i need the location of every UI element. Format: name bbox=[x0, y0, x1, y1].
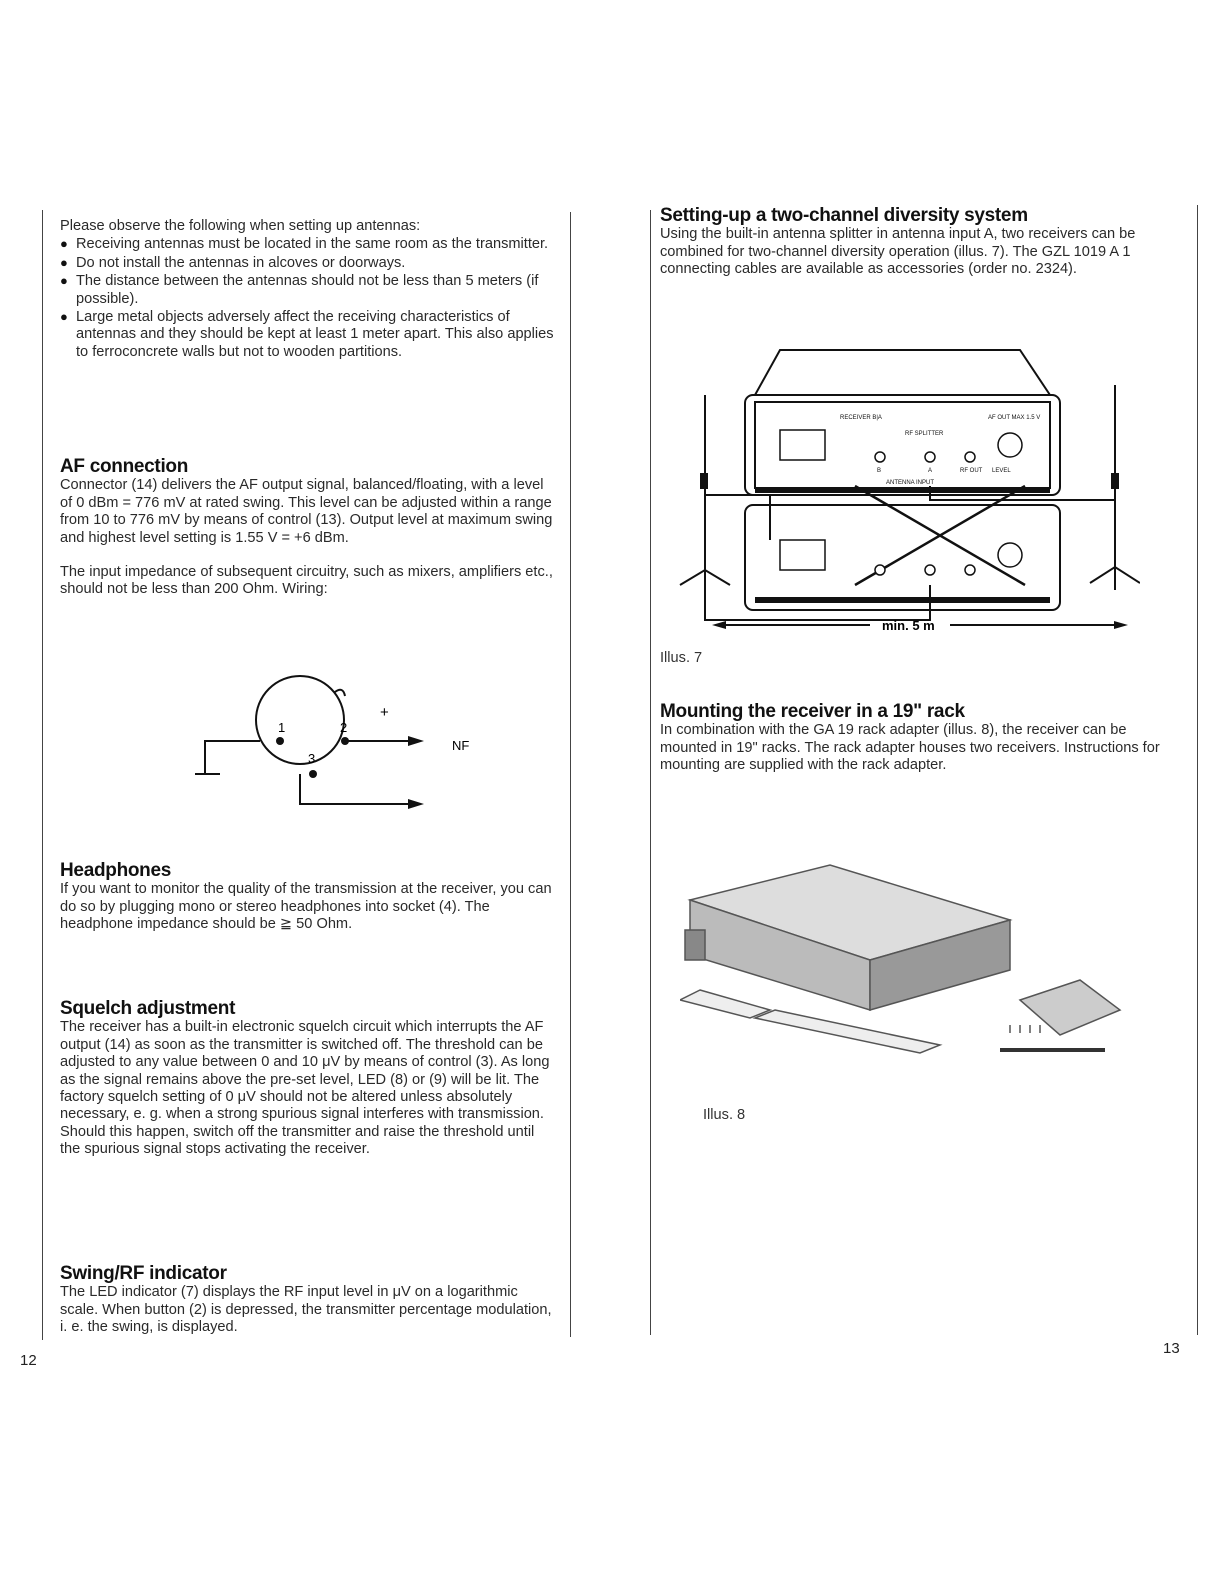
af-connection-section bbox=[60, 458, 555, 599]
bullet-item: ● Large metal objects adversely affect the receiving characteristics of antennas and they should be kept at least 1 meter apart. This also applies to ferroconcrete walls but not to wooden partitions. bbox=[60, 308, 555, 361]
input-a-label: A bbox=[928, 468, 933, 474]
section-text: The receiver has a built-in electronic squelch circuit which interrupts the AF output (14) as soon as the transmitter is switched off. The threshold can be adjusted to any value between 0 and 10 μV by means of control (3). As long as the signal remains above the pre-set level, LED (8) or (9) will be lit. The factory squelch setting of 0 μV should not be altered unless absolutely necessary, e. g. when a strong spurious signal interferes with transmission. Should this happen, switch off the transmitter and raise the threshold until the spurious signal stops activating the receiver. bbox=[60, 1019, 550, 1158]
section-heading: Mounting the receiver in a 19" rack bbox=[660, 701, 965, 722]
diversity-section bbox=[660, 207, 1175, 279]
bullet-item: ● The distance between the antennas should not be less than 5 meters (if possible). bbox=[60, 272, 555, 308]
swing-rf-section bbox=[60, 1265, 555, 1337]
page-number-right: 13 bbox=[1163, 1340, 1180, 1357]
diversity-illustration bbox=[670, 345, 1140, 635]
section-heading: Headphones bbox=[60, 860, 172, 881]
squelch-section bbox=[60, 1000, 555, 1159]
right-margin-rule bbox=[1197, 205, 1198, 1335]
xlr-wiring-diagram bbox=[190, 670, 480, 810]
antenna-input-label: ANTENNA INPUT bbox=[886, 480, 935, 486]
pin-1-label: 1 bbox=[278, 720, 286, 735]
illus-8-caption: Illus. 8 bbox=[703, 1107, 746, 1123]
section-text: The input impedance of subsequent circuitry, such as mixers, amplifiers etc., should not be less than 200 Ohm. Wiring: bbox=[60, 564, 553, 598]
input-b-label: B bbox=[877, 468, 882, 474]
rack-section bbox=[660, 703, 1175, 775]
section-text: In combination with the GA 19 rack adapter (illus. 8), the receiver can be mounted in 19" racks. The rack adapter houses two receivers. Instructions for mounting are supplied with the rack adapter. bbox=[660, 722, 1160, 774]
antenna-guidelines bbox=[60, 218, 555, 361]
section-text: The LED indicator (7) displays the RF input level in μV on a logarithmic scale. When button (2) is depressed, the transmitter percentage modulation, i. e. the swing, is displayed. bbox=[60, 1284, 552, 1336]
nf-label: NF bbox=[452, 738, 470, 753]
right-page-left-rule bbox=[650, 210, 651, 1335]
section-text: Connector (14) delivers the AF output signal, balanced/floating, with a level of 0 dBm = 776 mV at rated swing. This level can be adjusted within a range from 10 to 776 mV by means of control (13). Output level at maximum swing and highest level setting is 1.55 V = +6 dBm. bbox=[60, 477, 553, 546]
left-margin-rule bbox=[42, 210, 43, 1340]
illus-7-caption: Illus. 7 bbox=[660, 650, 703, 666]
section-text: If you want to monitor the quality of the transmission at the receiver, you can do so by plugging mono or stereo headphones into socket (4). The headphone impedance should be ≧ 50 Ohm. bbox=[60, 881, 552, 933]
receiver-label: RECEIVER B|A bbox=[840, 415, 882, 421]
bullet-item: ● Receiving antennas must be located in the same room as the transmitter. bbox=[60, 235, 555, 253]
left-page-right-rule bbox=[570, 212, 571, 1337]
distance-label: min. 5 m bbox=[882, 618, 935, 633]
splitter-label: RF SPLITTER bbox=[905, 431, 944, 437]
pin-2-label: 2 bbox=[340, 720, 348, 735]
rf-out-label: RF OUT bbox=[960, 468, 983, 474]
rack-adapter-illustration bbox=[680, 860, 1130, 1090]
af-out-label: AF OUT MAX 1.5 V bbox=[988, 415, 1041, 421]
headphones-section bbox=[60, 862, 555, 934]
page-number-left: 12 bbox=[20, 1352, 37, 1369]
antenna-intro: Please observe the following when setting up antennas: bbox=[60, 218, 421, 234]
section-heading: Setting-up a two-channel diversity system bbox=[660, 205, 1028, 226]
section-heading: Swing/RF indicator bbox=[60, 1263, 227, 1284]
section-heading: Squelch adjustment bbox=[60, 998, 236, 1019]
section-text: Using the built-in antenna splitter in antenna input A, two receivers can be combined for two-channel diversity operation (illus. 7). The GZL 1019 A 1 connecting cables are available as accessories (order no. 2324). bbox=[660, 226, 1136, 278]
pin-3-label: 3 bbox=[308, 751, 316, 766]
section-heading: AF connection bbox=[60, 456, 189, 477]
plus-label: + bbox=[380, 704, 389, 721]
bullet-item: ● Do not install the antennas in alcoves or doorways. bbox=[60, 254, 555, 272]
level-label: LEVEL bbox=[992, 468, 1011, 474]
